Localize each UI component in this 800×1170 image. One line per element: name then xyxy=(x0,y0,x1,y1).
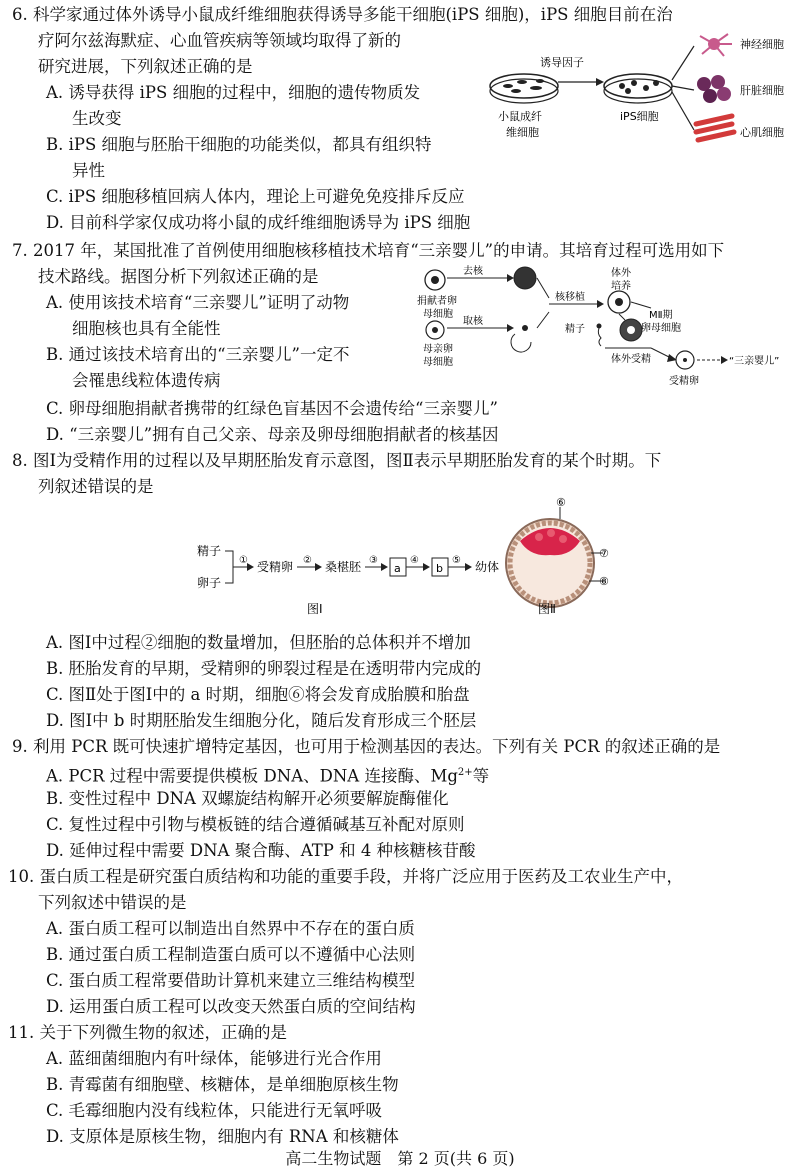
q8-morula: 桑椹胚 xyxy=(325,560,362,574)
q6-arrow-4 xyxy=(672,92,694,130)
q6-arrow-2 xyxy=(672,46,694,80)
q11-option-d: D. 支原体是原核生物，细胞内有 RNA 和核糖体 xyxy=(46,1127,399,1146)
q7-culture-label2: 培养 xyxy=(611,281,631,292)
neuron-cell xyxy=(700,34,732,56)
q8-stage-b: b xyxy=(436,562,443,575)
q7-baby-label: “三亲婴儿” xyxy=(729,356,780,367)
q8-step4: ④ xyxy=(410,555,419,566)
q8-embryo-figure xyxy=(195,497,615,627)
q10-stem-line1: 10. 蛋白质工程是研究蛋白质结构和功能的重要手段，并将广泛应用于医药及工农业生产中， xyxy=(8,867,683,886)
q7-enucleated-egg xyxy=(514,267,536,289)
liver-cells xyxy=(697,75,731,103)
q7-culture-label1: 体外 xyxy=(611,268,631,279)
q8-option-b: B. 胚胎发育的早期，受精卵的卵裂过程是在透明带内完成的 xyxy=(46,659,482,678)
q7-m2-label1: MⅡ期 xyxy=(649,310,673,321)
q9-option-b: B. 变性过程中 DNA 双螺旋结构解开必须要解旋酶催化 xyxy=(46,789,449,808)
q6-option-a: A. 诱导获得 iPS 细胞的过程中，细胞的遗传物质发 xyxy=(46,83,421,102)
q10-option-c: C. 蛋白质工程常要借助计算机来建立三维结构模型 xyxy=(46,971,416,990)
q6-src-label1: 小鼠成纤 xyxy=(498,110,542,123)
q8-sperm-label: 精子 xyxy=(197,544,222,558)
q6-stem-line1: 6. 科学家通过体外诱导小鼠成纤维细胞获得诱导多能干细胞(iPS 细胞)，iPS 细胞目前在治 xyxy=(12,5,673,24)
q10-option-a: A. 蛋白质工程可以制造出自然界中不存在的蛋白质 xyxy=(46,919,415,938)
q9-option-d: D. 延伸过程中需要 DNA 聚合酶、ATP 和 4 种核糖核苷酸 xyxy=(46,841,476,860)
q6-arrow-3 xyxy=(672,86,694,90)
q7-stem-line1: 7. 2017 年，某国批准了首例使用细胞核移植技术培育“三亲婴儿”的申请。其培育过程可选用如下 xyxy=(12,241,725,260)
q9-option-a xyxy=(46,762,489,788)
q7-option-a: A. 使用该技术培育“三亲婴儿”证明了动物 xyxy=(46,293,350,312)
q8-step2: ② xyxy=(303,555,312,566)
q6-target-2: 肝脏细胞 xyxy=(740,84,784,97)
q7-option-a-cont: 细胞核也具有全能性 xyxy=(72,319,221,338)
q7-mother-label1: 母亲卵 xyxy=(423,344,453,355)
q11-option-b: B. 青霉菌有细胞壁、核糖体，是单细胞原核生物 xyxy=(46,1075,399,1094)
q6-option-a-cont: 生改变 xyxy=(72,109,122,128)
q8-label-7: ⑦ xyxy=(599,547,609,560)
q7-donor-label2: 母细胞 xyxy=(423,309,453,320)
petri-dish-fibroblast xyxy=(490,74,558,103)
q7-mother-label2: 母细胞 xyxy=(423,357,453,368)
q6-option-d: D. 目前科学家仅成功将小鼠的成纤维细胞诱导为 iPS 细胞 xyxy=(46,213,471,232)
q7-take-label: 取核 xyxy=(463,316,483,327)
q8-option-a: A. 图Ⅰ中过程②细胞的数量增加，但胚胎的总体积并不增加 xyxy=(46,633,471,652)
q8-option-d: D. 图Ⅰ中 b 时期胚胎发生细胞分化，随后发育形成三个胚层 xyxy=(46,711,477,730)
q7-transfer-label: 核移植 xyxy=(555,292,585,303)
q11-stem: 11. 关于下列微生物的叙述，正确的是 xyxy=(8,1023,287,1042)
q7-option-d: D. “三亲婴儿”拥有自己父亲、母亲及卵母细胞捐献者的核基因 xyxy=(46,425,499,444)
q9-option-a-sup: 2+ xyxy=(457,767,473,778)
q6-ips-label: iPS细胞 xyxy=(620,110,659,123)
q8-step1: ① xyxy=(239,555,248,566)
q6-inducer-label: 诱导因子 xyxy=(540,56,584,69)
page-footer: 高二生物试题 第 2 页(共 6 页) xyxy=(285,1149,515,1168)
q7-option-b: B. 通过该技术培育出的“三亲婴儿”一定不 xyxy=(46,345,350,364)
q8-fetus: 幼体 xyxy=(475,560,500,574)
q8-label-8: ⑧ xyxy=(599,575,609,588)
q7-option-c: C. 卵母细胞捐献者携带的红绿色盲基因不会遗传给“三亲婴儿” xyxy=(46,399,498,418)
q7-option-b-cont: 会罹患线粒体遗传病 xyxy=(72,371,221,390)
q6-ips-figure xyxy=(488,28,788,153)
q8-blastocyst xyxy=(506,519,594,607)
q7-donor-label1: 捐献者卵 xyxy=(417,296,457,307)
q10-stem-line2: 下列叙述中错误的是 xyxy=(38,893,187,912)
q8-label-6: ⑥ xyxy=(556,497,566,509)
q6-target-1: 神经细胞 xyxy=(740,38,784,51)
q7-stem-line2: 技术路线。据图分析下列叙述正确的是 xyxy=(38,267,319,286)
q6-stem-line2: 疗阿尔兹海默症、心血管疾病等领域均取得了新的 xyxy=(38,31,401,50)
q7-three-parent-figure xyxy=(415,264,790,389)
q7-remove-label: 去核 xyxy=(463,266,483,277)
q6-stem-line3: 研究进展，下列叙述正确的是 xyxy=(38,57,253,76)
q6-target-3: 心肌细胞 xyxy=(740,126,784,139)
q9-option-c: C. 复性过程中引物与模板链的结合遵循碱基互补配对原则 xyxy=(46,815,465,834)
q11-option-c: C. 毛霉细胞内没有线粒体，只能进行无氧呼吸 xyxy=(46,1101,383,1120)
q8-stem-line2: 列叙述错误的是 xyxy=(38,477,154,496)
q6-arrowhead-1 xyxy=(596,78,604,86)
q11-option-a: A. 蓝细菌细胞内有叶绿体，能够进行光合作用 xyxy=(46,1049,382,1068)
q6-option-b: B. iPS 细胞与胚胎干细胞的功能类似，都具有组织特 xyxy=(46,135,432,154)
q6-src-label2: 维细胞 xyxy=(506,126,539,139)
q8-stage-a: a xyxy=(394,562,401,575)
q7-zygote-label: 受精卵 xyxy=(669,376,699,387)
q6-option-b-cont: 异性 xyxy=(72,161,105,180)
q6-option-c: C. iPS 细胞移植回病人体内，理论上可避免免疫排斥反应 xyxy=(46,187,465,206)
q8-step3: ③ xyxy=(369,555,378,566)
q9-option-a-text: A. PCR 过程中需要提供模板 DNA、DNA 连接酶、Mg xyxy=(46,766,458,786)
q8-egg-label: 卵子 xyxy=(197,576,222,590)
q10-option-b: B. 通过蛋白质工程制造蛋白质可以不遵循中心法则 xyxy=(46,945,416,964)
cardiac-cells xyxy=(696,116,734,140)
q9-option-a-end: 等 xyxy=(472,766,490,786)
q7-fert-label: 体外受精 xyxy=(611,354,651,365)
q8-caption-2: 图Ⅱ xyxy=(538,602,556,616)
q8-zygote: 受精卵 xyxy=(257,560,294,574)
q7-sperm-label: 精子 xyxy=(565,324,585,335)
q10-option-d: D. 运用蛋白质工程可以改变天然蛋白质的空间结构 xyxy=(46,997,416,1016)
q8-option-c: C. 图Ⅱ处于图Ⅰ中的 a 时期，细胞⑥将会发育成胎膜和胎盘 xyxy=(46,685,470,704)
q8-caption-1: 图Ⅰ xyxy=(307,602,323,616)
q9-stem: 9. 利用 PCR 既可快速扩增特定基因，也可用于检测基因的表达。下列有关 PCR 的叙述正确的是 xyxy=(12,737,721,756)
q7-m2-label2: 卵母细胞 xyxy=(641,323,681,334)
q8-step5: ⑤ xyxy=(452,555,461,566)
q8-stem-line1: 8. 图Ⅰ为受精作用的过程以及早期胚胎发育示意图，图Ⅱ表示早期胚胎发育的某个时期。下 xyxy=(12,451,662,470)
petri-dish-ips xyxy=(604,74,672,103)
